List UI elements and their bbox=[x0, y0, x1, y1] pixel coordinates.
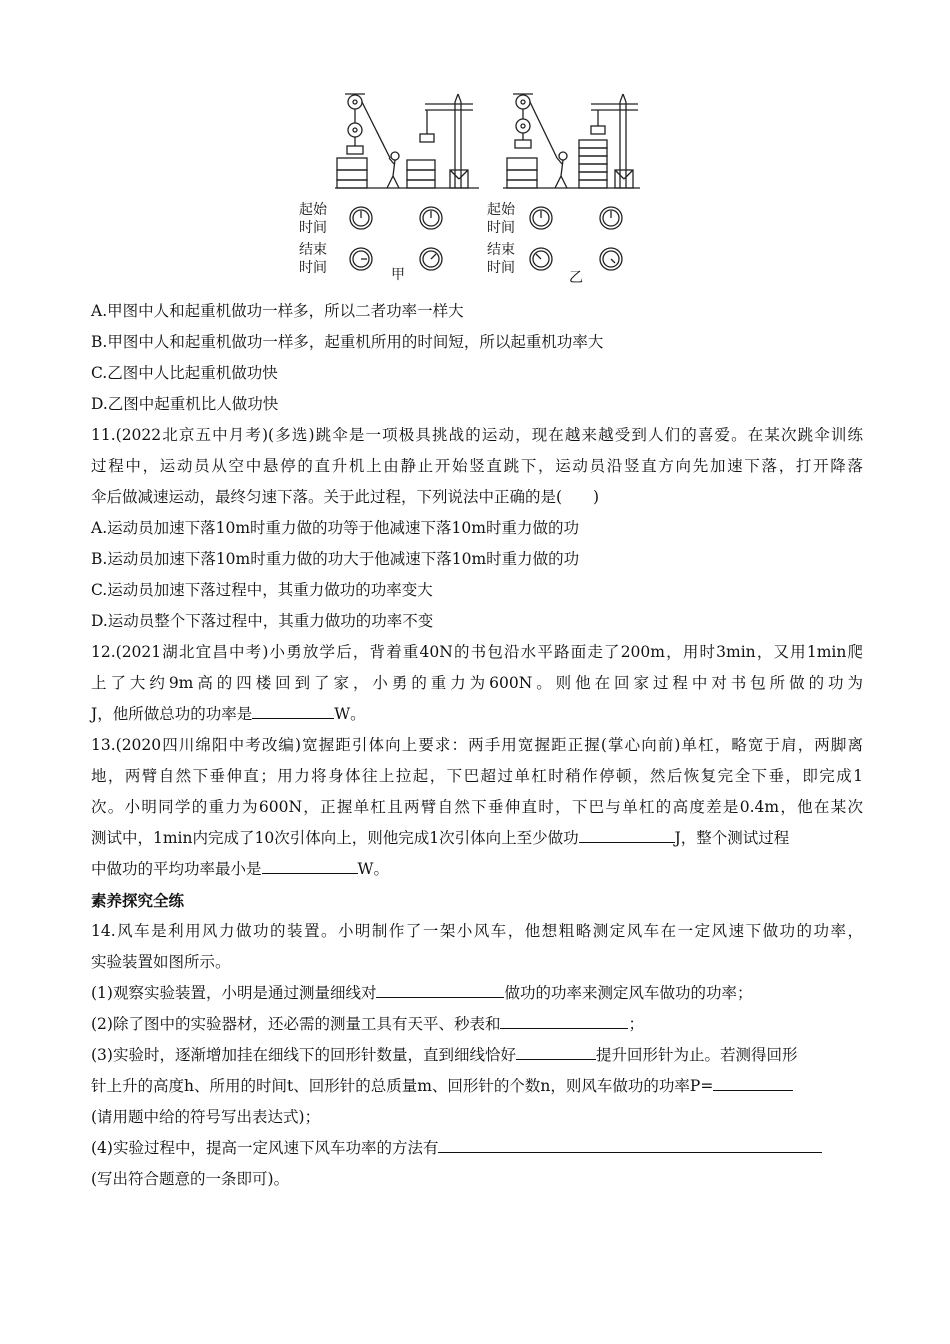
clock-icon bbox=[420, 248, 442, 270]
clock-icon bbox=[350, 207, 372, 229]
end-label: 结束 bbox=[487, 242, 515, 258]
pulley-icon bbox=[513, 94, 557, 158]
text-segment: W。 bbox=[357, 860, 389, 878]
question-11-stem: 11.(2022北京五中月考)(多选)跳伞是一项极具挑战的运动，现在越来越受到人们的喜爱。在某次跳伞训练 bbox=[91, 426, 863, 444]
question-14-part-2 bbox=[91, 1009, 863, 1040]
text-segment: 针上升的高度h、所用的时间t、回形针的总质量m、回形针的个数n，则风车做功的功率P= bbox=[91, 1077, 714, 1095]
text-segment: 提升回形针为止。若测得回形 bbox=[595, 1046, 798, 1064]
box-stack-icon bbox=[579, 140, 607, 188]
question-12-stem: 12.(2021湖北宜昌中考)小勇放学后，背着重40N的书包沿水平路面走了200m，用时3min，又用1min爬 bbox=[91, 643, 863, 661]
option-a: A.甲图中人和起重机做功一样多，所以二者功率一样大 bbox=[91, 302, 464, 320]
text-segment: 做功的功率来测定风车做功的功率； bbox=[504, 984, 753, 1002]
question-13-stem: 13.(2020四川绵阳中考改编)宽握距引体向上要求：两手用宽握距正握(掌心向前)单杠，略宽于肩，两脚离 bbox=[91, 736, 863, 754]
clock-icon bbox=[600, 207, 622, 229]
option-c: C.运动员加速下落过程中，其重力做功的功率变大 bbox=[91, 581, 433, 599]
answer-blank[interactable] bbox=[500, 1009, 628, 1029]
answer-blank[interactable] bbox=[713, 1071, 793, 1091]
text-segment: (2)除了图中的实验器材，还必需的测量工具有天平、秒表和 bbox=[91, 1015, 501, 1033]
start-label: 时间 bbox=[487, 220, 515, 236]
start-label: 起始 bbox=[487, 202, 515, 218]
pulley-icon bbox=[345, 94, 390, 158]
option-b: B.甲图中人和起重机做功一样多，起重机所用的时间短，所以起重机功率大 bbox=[91, 333, 604, 351]
end-label: 结束 bbox=[299, 242, 327, 258]
start-label: 时间 bbox=[299, 220, 327, 236]
clock-icon bbox=[600, 248, 622, 270]
question-13-stem bbox=[91, 854, 863, 885]
text-segment: (3)实验时，逐渐增加挂在细线下的回形针数量，直到细线恰好 bbox=[91, 1046, 516, 1064]
crane-icon bbox=[591, 94, 638, 188]
text-segment: J，他所做总功的功率是 bbox=[91, 705, 253, 723]
text-segment: (4)实验过程中，提高一定风速下风车功率的方法有 bbox=[91, 1139, 439, 1157]
work-power-figure bbox=[295, 88, 640, 288]
box-stack-icon bbox=[337, 158, 367, 188]
question-13-stem: 次。小明同学的重力为600N，正握单杠且两臂自然下垂伸直时，下巴与单杠的高度差是0.4m，他在某次 bbox=[91, 798, 863, 816]
caption-left: 甲 bbox=[391, 267, 405, 283]
text-segment: 测试中，1min内完成了10次引体向上，则他完成1次引体向上至少做功 bbox=[91, 829, 579, 847]
crane-icon bbox=[420, 94, 473, 188]
clock-icon bbox=[420, 207, 442, 229]
box-stack-icon bbox=[507, 158, 537, 188]
clock-icon bbox=[530, 207, 552, 229]
answer-blank[interactable] bbox=[376, 978, 504, 998]
question-14-part-3 bbox=[91, 1040, 863, 1071]
answer-blank[interactable] bbox=[438, 1133, 822, 1153]
person-icon bbox=[387, 152, 399, 188]
caption-right: 乙 bbox=[569, 270, 583, 286]
option-d: D.运动员整个下落过程中，其重力做功的功率不变 bbox=[91, 612, 434, 630]
question-12-stem: 上了大约9m高的四楼回到了家，小勇的重力为600N。则他在回家过程中对书包所做的功为 bbox=[91, 674, 863, 692]
question-14-part-3 bbox=[91, 1071, 863, 1102]
answer-blank[interactable] bbox=[262, 854, 358, 874]
option-d: D.乙图中起重机比人做功快 bbox=[91, 395, 279, 413]
text-segment: ； bbox=[628, 1015, 644, 1033]
question-13-stem bbox=[91, 823, 863, 854]
option-a: A.运动员加速下落10m时重力做的功等于他减速下落10m时重力做的功 bbox=[91, 519, 579, 537]
question-14-part-1 bbox=[91, 978, 863, 1009]
section-title: 素养探究全练 bbox=[91, 891, 185, 910]
start-label: 起始 bbox=[299, 202, 327, 218]
question-14-part-4: (写出符合题意的一条即可)。 bbox=[91, 1170, 290, 1188]
question-14-stem: 14.风车是利用风力做功的装置。小明制作了一架小风车，他想粗略测定风车在一定风速下做功的功率， bbox=[91, 922, 863, 940]
answer-blank[interactable] bbox=[579, 823, 675, 843]
option-b: B.运动员加速下落10m时重力做的功大于他减速下落10m时重力做的功 bbox=[91, 550, 580, 568]
option-c: C.乙图中人比起重机做功快 bbox=[91, 364, 278, 382]
question-14-stem: 实验装置如图所示。 bbox=[91, 953, 231, 971]
question-11-stem: 伞后做减速运动，最终匀速下落。关于此过程，下列说法中正确的是( ) bbox=[91, 488, 600, 506]
question-12-stem bbox=[91, 699, 863, 730]
end-label: 时间 bbox=[299, 260, 327, 276]
text-segment: W。 bbox=[334, 705, 366, 723]
question-13-stem: 地，两臂自然下垂伸直；用力将身体往上拉起，下巴超过单杠时稍作停顿，然后恢复完全下垂，即完成1 bbox=[91, 767, 863, 785]
question-14-part-3: (请用题中给的符号写出表达式)； bbox=[91, 1108, 321, 1126]
answer-blank[interactable] bbox=[252, 699, 334, 719]
end-label: 时间 bbox=[487, 260, 515, 276]
text-segment: (1)观察实验装置，小明是通过测量细线对 bbox=[91, 984, 377, 1002]
clock-icon bbox=[530, 248, 552, 270]
clock-icon bbox=[350, 248, 372, 270]
answer-blank[interactable] bbox=[516, 1040, 596, 1060]
exercise-text bbox=[91, 296, 863, 1195]
text-segment: J，整个测试过程 bbox=[674, 829, 790, 847]
box-stack-icon bbox=[407, 160, 435, 188]
question-11-stem: 过程中，运动员从空中悬停的直升机上由静止开始竖直跳下，运动员沿竖直方向先加速下落，打开降落 bbox=[91, 457, 863, 475]
question-14-part-4 bbox=[91, 1133, 863, 1164]
text-segment: 中做功的平均功率最小是 bbox=[91, 860, 262, 878]
